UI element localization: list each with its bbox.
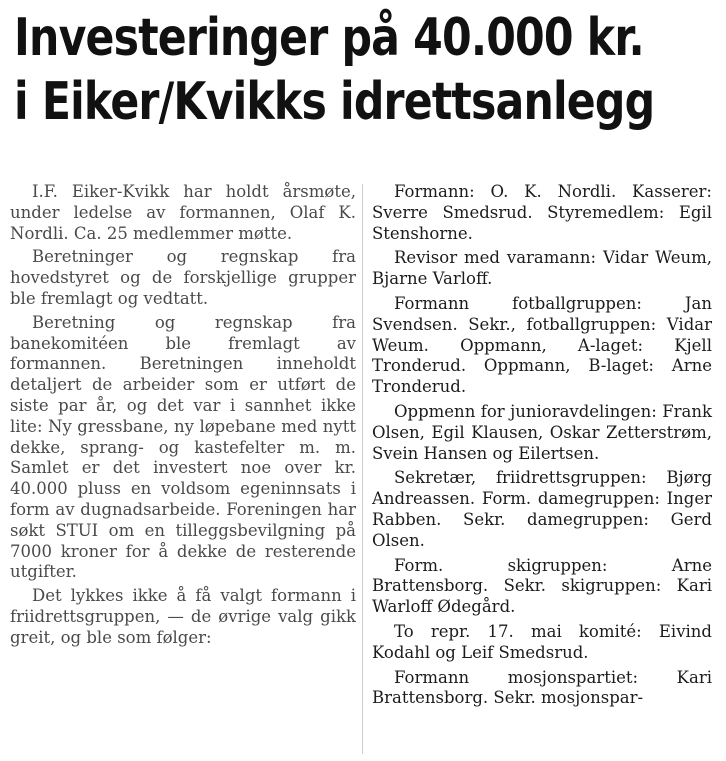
paragraph: Sekretær, friidrettsgruppen: Bjørg Andreassen. Form. damegruppen: Inger Rabben. Sekr. damegruppen: Gerd Olsen. <box>372 468 712 550</box>
paragraph: Formann mosjonspartiet: Kari Brattensborg. Sekr. mosjonspar- <box>372 667 712 708</box>
paragraph: Formann: O. K. Nordli. Kasserer: Sverre Smedsrud. Styremedlem: Egil Stenshorne. <box>372 182 712 243</box>
paragraph: To repr. 17. mai komité: Eivind Kodahl og Leif Smedsrud. <box>372 621 712 662</box>
column-divider <box>362 184 363 754</box>
left-column <box>10 182 356 652</box>
headline-line-1: Investeringer på 40.000 kr. <box>14 8 644 68</box>
headline <box>14 6 655 134</box>
paragraph: Beretning og regnskap fra banekomitéen ble fremlagt av formannen. Beretningen inneholdt detaljert de arbeider som er utført de siste par år, og det var i sannhet ikke lite: Ny gressbane, ny løpebane med nytt dekke, sprang- og kastefelter m. m. Samlet er det investert noe over kr. 40.000 pluss en voldsom egeninnsats i form av dugnadsarbeide. Foreningen har søkt STUI om en tilleggsbevilgning på 7000 kroner for å dekke de resterende utgifter. <box>10 312 356 582</box>
paragraph: Formann fotballgruppen: Jan Svendsen. Sekr., fotballgruppen: Vidar Weum. Oppmann, A-laget: Kjell Tronderud. Oppmann, B-laget: Arne Tronderud. <box>372 293 712 397</box>
paragraph: Oppmenn for junioravdelingen: Frank Olsen, Egil Klausen, Oskar Zetterstrøm, Svein Hansen og Eilertsen. <box>372 401 712 463</box>
paragraph: Det lykkes ikke å få valgt formann i friidrettsgruppen, — de øvrige valg gikk greit, og ble som følger: <box>10 586 356 647</box>
paragraph: Revisor med varamann: Vidar Weum, Bjarne Varloff. <box>372 248 712 289</box>
right-column <box>372 182 712 713</box>
paragraph: Form. skigruppen: Arne Brattensborg. Sekr. skigruppen: Kari Warloff Ødegård. <box>372 555 712 617</box>
headline-line-2: i Eiker/Kvikks idrettsanlegg <box>14 72 655 132</box>
paragraph: I.F. Eiker-Kvikk har holdt årsmøte, under ledelse av formannen, Olaf K. Nordli. Ca. 25 medlemmer møtte. <box>10 182 356 243</box>
paragraph: Beretninger og regnskap fra hovedstyret og de forskjellige grupper ble fremlagt og vedtatt. <box>10 247 356 308</box>
